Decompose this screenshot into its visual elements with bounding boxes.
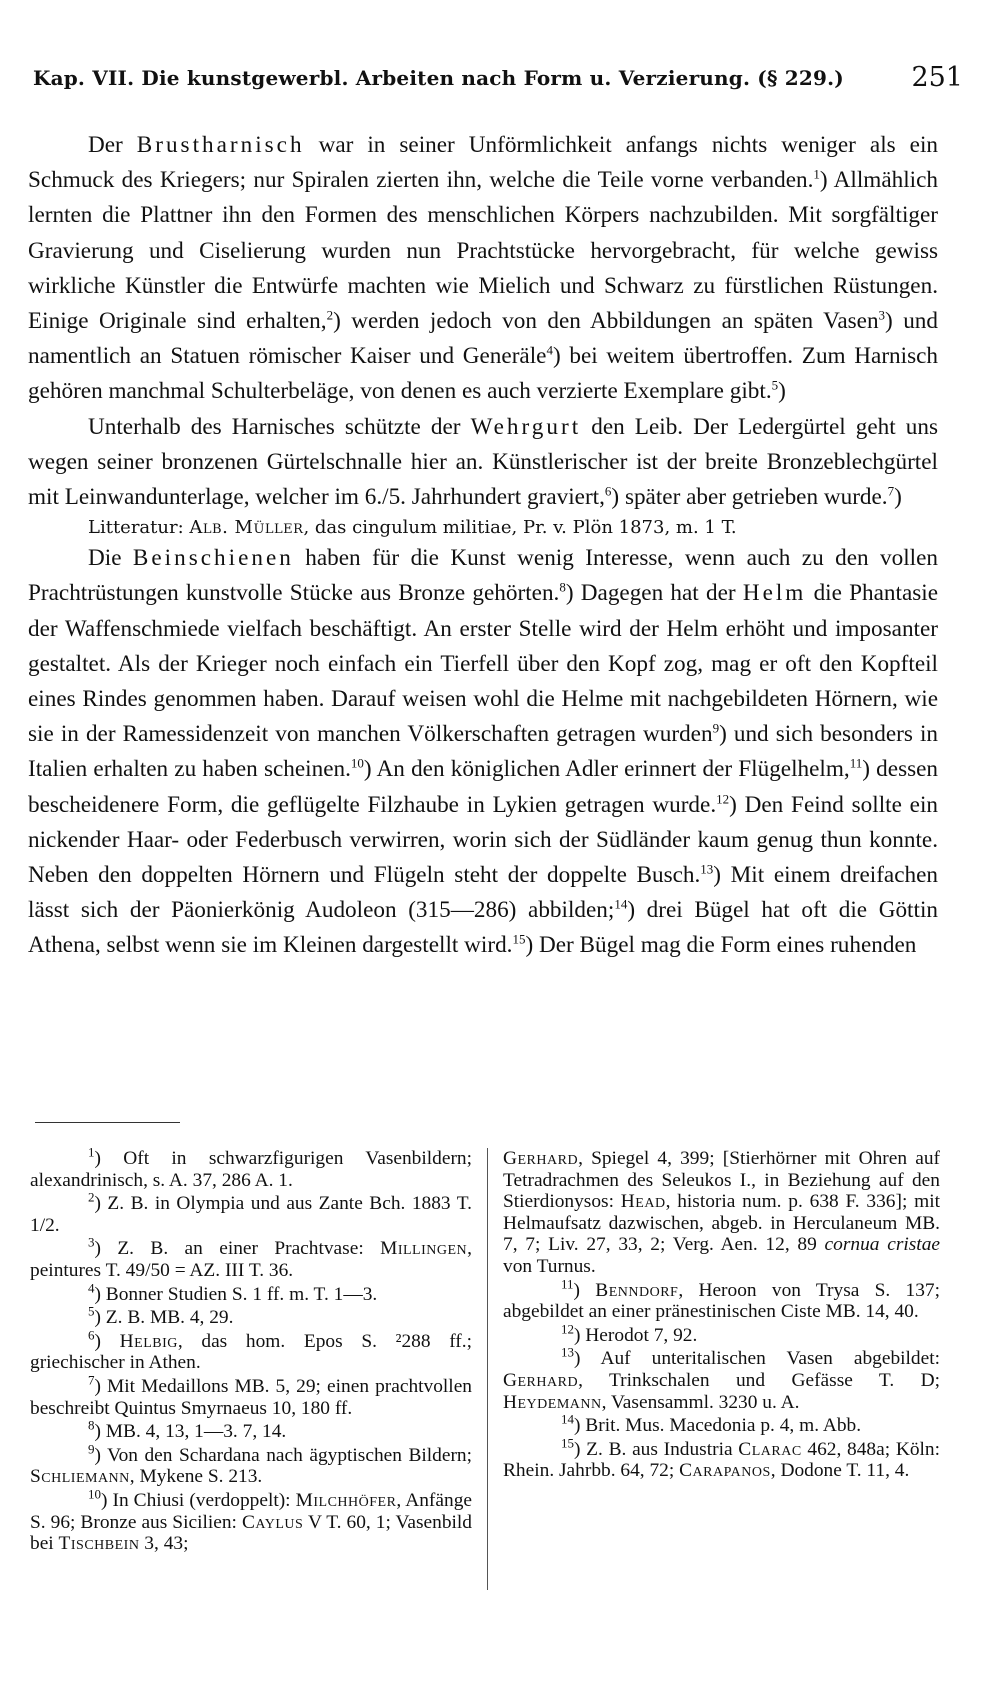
footnote-ref: 7 <box>887 483 895 499</box>
footnote-ref: 1 <box>813 166 820 182</box>
footnotes-left-column <box>30 1144 473 1557</box>
footnote-ref: 8 <box>559 579 566 595</box>
footnote-ref: 13 <box>700 861 714 877</box>
main-text <box>28 128 938 964</box>
paragraph-brustharnisch: Der Brustharnisch war in seiner Unförmlichkeit anfangs nichts weniger als ein Schmuck des Kriegers; nur Spiralen zierten ihn, welche die Teile vorne verbanden.$^1$) Allmählich lernten die Plattner ihn den Formen des menschlichen Körpers nachzubilden. Mit sorgfältiger Gravierung und Ciselierung wurden nun Prachtstücke hervorgebracht, für welche gewiss wirkliche Künstler die Entwürfe machten wie Mielich und Schwarz zu fürstlichen Rüstungen. Einige Originale sind erhalten,$^2$) werden jedoch von den Abbildungen an späten Vasen$^3$) und namentlich an Statuen römischer Kaiser und Generäle$^4$) bei weitem übertroffen. Zum Harnisch gehören manchmal Schulterbeläge, von denen es auch verzierte Exemplare gibt.$^5$) <box>28 132 939 405</box>
footnote-ref: 2 <box>326 307 334 323</box>
footnote-9: $^9$) Von den Schardana nach ägyptischen Bildern; Schliemann, Mykene S. 213. <box>30 1441 472 1488</box>
footnote-ref: 9 <box>712 720 720 736</box>
footnote-ref: 3 <box>878 307 886 323</box>
footnote-7: $^7$) Mit Medaillons MB. 5, 29; einen prachtvollen beschreibt Quintus Smyrnaeus 10, 180 ff. <box>30 1372 472 1419</box>
footnote-ref: 4 <box>546 342 553 358</box>
footnote-1: $^1$) Oft in schwarzfigurigen Vasenbildern; alexandrinisch, s. A. 37, 286 A. 1. <box>30 1144 472 1191</box>
footnote-ref: 14 <box>614 896 628 912</box>
footnote-10: $^{10}$) In Chiusi (verdoppelt): Milchhöfer, Anfänge S. 96; Bronze aus Sicilien: Caylus V T. 60, 1; Vasenbild bei Tischbein 3, 43; <box>30 1486 472 1555</box>
page-header <box>33 62 963 106</box>
footnote-10-continued: Gerhard, Spiegel 4, 399; [Stierhörner mit Ohren auf Tetradrachmen des Seleukos I., in Beziehung auf den Stierdionysos: Head, historia num. p. 638 F. 336]; mit Helmaufsatz dazwischen, abgeb. in Herculaneum MB. 7, 7; Liv. 27, 33, 2; Verg. Aen. 12, 89 cornua cristae von Turnus. <box>503 1148 940 1277</box>
running-title: Kap. VII. Die kunstgewerbl. Arbeiten nach Form u. Verzierung. (§ 229.) <box>33 66 844 90</box>
footnote-column-divider <box>487 1148 488 1590</box>
footnote-ref: 6 <box>604 483 612 499</box>
footnote-6: $^6$) Helbig, das hom. Epos S. ²288 ff.; griechischer in Athen. <box>30 1327 473 1374</box>
paragraph-wehrgurt: Unterhalb des Harnisches schützte der Wehrgurt den Leib. Der Ledergürtel geht uns wegen seiner bronzenen Gürtelschnalle hier an. Künstlerischer ist der breite Bronzeblechgürtel mit Leinwandunterlage, welcher im 6./5. Jahrhundert graviert,$^6$) später aber getrieben wurde.$^7$) <box>28 413 938 511</box>
footnote-4: $^4$) Bonner Studien S. 1 ff. m. T. 1—3. <box>88 1280 378 1305</box>
footnote-5: $^5$) Z. B. MB. 4, 29. <box>88 1303 234 1329</box>
footnotes-right-column <box>503 1148 940 1484</box>
footnote-ref: 15 <box>512 931 526 947</box>
literature-author: Alb. Müller <box>189 517 304 539</box>
footnote-3: $^3$) Z. B. an einer Prachtvase: Millingen, peintures T. 49/50 = AZ. III T. 36. <box>30 1234 472 1281</box>
footnote-ref: 12 <box>716 790 730 806</box>
footnote-separator <box>35 1122 180 1123</box>
footnote-12: $^{12}$) Herodot 7, 92. <box>561 1321 698 1346</box>
literature-note: Litteratur: Alb. Müller, das cingulum militiae, Pr. v. Plön 1873, m. 1 T. <box>88 517 737 539</box>
footnote-14: $^{14}$) Brit. Mus. Macedonia p. 4, m. Abb. <box>561 1411 862 1437</box>
footnote-11: $^{11}$) Benndorf, Heroon von Trysa S. 137; abgebildet an einer pränestinischen Ciste MB. 14, 40. <box>503 1276 940 1323</box>
footnote-8: $^8$) MB. 4, 13, 1—3. 7, 14. <box>88 1417 287 1443</box>
footnote-2: $^2$) Z. B. in Olympia und aus Zante Bch. 1883 T. 1/2. <box>30 1189 472 1236</box>
footnote-ref: 11 <box>849 755 863 771</box>
footnote-ref: 5 <box>771 377 779 393</box>
term-helm: Helm <box>742 580 807 607</box>
footnote-13: $^{13}$) Auf unteritalischen Vasen abgebildet: Gerhard, Trinkschalen und Gefässe T. D; Heydemann, Vasensamml. 3230 u. A. <box>503 1344 940 1413</box>
term-beinschienen: Beinschienen <box>132 545 294 572</box>
term-wehrgurt: Wehrgurt <box>470 413 582 440</box>
footnote-ref: 10 <box>350 755 364 771</box>
term-brustharnisch: Brustharnisch <box>136 132 305 158</box>
footnote-15: $^{15}$) Z. B. aus Industria Clarac 462, 848a; Köln: Rhein. Jahrbb. 64, 72; Carapanos, Dodone T. 11, 4. <box>503 1435 940 1482</box>
page-number: 251 <box>911 62 963 93</box>
paragraph-beinschienen-helm: Die Beinschienen haben für die Kunst wenig Interesse, wenn auch zu den vollen Prachtrüstungen kunstvolle Stücke aus Bronze gehörten.$^8$) Dagegen hat der Helm die Phantasie der Waffenschmiede vielfach beschäftigt. An erster Stelle wird der Helm erhöht und imposanter gestaltet. Als der Krieger noch einfach ein Tierfell über den Kopf zog, mag er oft den Kopfteil eines Rindes genommen haben. Darauf weisen wohl die Helme mit nachgebildeten Hörnern, wie sie in der Ramessidenzeit von manchen Völkerschaften getragen wurden$^9$) und sich besonders in Italien erhalten zu haben scheinen.$^{10}$) An den königlichen Adler erinnert der Flügelhelm,$^{11}$) dessen bescheidenere Form, die geflügelte Filzhaube in Lykien getragen wurde.$^{12}$) Den Feind sollte ein nickender Haar- oder Federbusch verwirren, worin sich der Südländer kaum genug thun konnte. Neben den doppelten Hörnern und Flügeln steht der doppelte Busch.$^{13}$) Mit einem dreifachen lässt sich der Päonierkönig Audoleon (315—286) abbilden;$^{14}$) drei Bügel hat oft die Göttin Athena, selbst wenn sie im Kleinen dargestellt wird.$^{15}$) Der Bügel mag die Form eines ruhenden <box>28 545 939 959</box>
